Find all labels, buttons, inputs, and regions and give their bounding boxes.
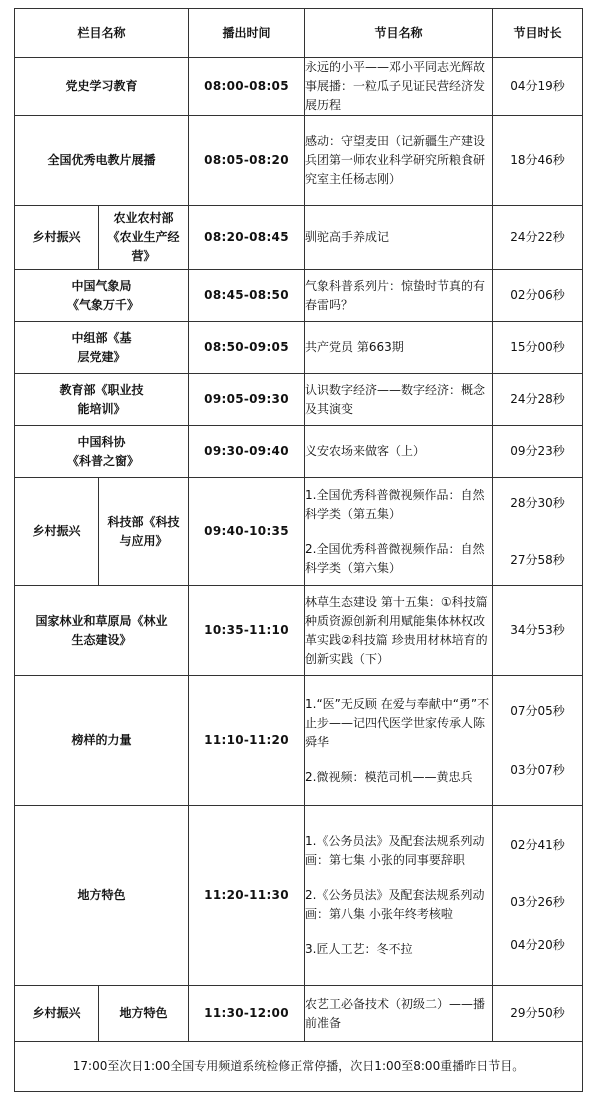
column-cell: 全国优秀电教片展播 [15, 116, 189, 206]
program-item: 1.全国优秀科普微视频作品：自然科学类（第五集） [305, 487, 485, 521]
duration-cell: 24分28秒 [493, 374, 583, 426]
time-cell: 08:00-08:05 [189, 58, 305, 116]
column-cell: 乡村振兴 [15, 986, 99, 1042]
header-column: 栏目名称 [15, 9, 189, 58]
duration-cell: 15分00秒 [493, 322, 583, 374]
column-cell: 乡村振兴 [15, 206, 99, 270]
sub-column-cell: 科技部《科技与应用》 [99, 478, 189, 586]
duration-cell [493, 676, 583, 806]
time-cell: 09:30-09:40 [189, 426, 305, 478]
program-cell: 义安农场来做客（上） [305, 426, 493, 478]
duration-cell: 09分23秒 [493, 426, 583, 478]
duration-cell: 34分53秒 [493, 586, 583, 676]
column-cell: 榜样的力量 [15, 676, 189, 806]
program-cell: 共产党员 第663期 [305, 322, 493, 374]
time-cell: 11:30-12:00 [189, 986, 305, 1042]
program-item: 2.微视频：模范司机——黄忠兵 [305, 769, 473, 784]
header-duration: 节目时长 [493, 9, 583, 58]
duration-cell: 18分46秒 [493, 116, 583, 206]
duration-cell: 02分06秒 [493, 270, 583, 322]
program-cell [305, 806, 493, 986]
time-cell: 10:35-11:10 [189, 586, 305, 676]
table-row [15, 58, 583, 116]
header-program: 节目名称 [305, 9, 493, 58]
column-cell: 中国科协《科普之窗》 [15, 426, 189, 478]
time-cell: 09:40-10:35 [189, 478, 305, 586]
program-cell: 驯驼高手养成记 [305, 206, 493, 270]
duration-item: 27分58秒 [510, 552, 565, 567]
program-cell: 认识数字经济——数字经济：概念及其演变 [305, 374, 493, 426]
table-row [15, 586, 583, 676]
table-row [15, 986, 583, 1042]
column-cell: 乡村振兴 [15, 478, 99, 586]
time-cell: 08:50-09:05 [189, 322, 305, 374]
duration-item: 04分20秒 [510, 938, 565, 952]
sub-column-cell: 地方特色 [99, 986, 189, 1042]
duration-item: 07分05秒 [510, 703, 565, 718]
column-cell: 国家林业和草原局《林业生态建设》 [15, 586, 189, 676]
table-row [15, 806, 583, 986]
duration-cell: 29分50秒 [493, 986, 583, 1042]
program-item: 1.“医”无反顾 在爱与奉献中“勇”不止步——记四代医学世家传承人陈舜华 [305, 696, 490, 749]
duration-item: 02分41秒 [510, 838, 565, 852]
sub-column-cell: 农业农村部《农业生产经营》 [99, 206, 189, 270]
table-row [15, 206, 583, 270]
program-cell: 农艺工必备技术（初级二）——播前准备 [305, 986, 493, 1042]
program-item: 2.全国优秀科普微视频作品：自然科学类（第六集） [305, 541, 485, 575]
time-cell: 08:45-08:50 [189, 270, 305, 322]
header-row [15, 9, 583, 58]
duration-item: 03分26秒 [510, 895, 565, 909]
program-item: 3.匠人工艺：冬不拉 [305, 942, 413, 956]
program-cell: 林草生态建设 第十五集：①科技篇 种质资源创新利用赋能集体林权改革实践②科技篇 珍贵用材林培育的创新实践（下） [305, 586, 493, 676]
column-cell: 教育部《职业技能培训》 [15, 374, 189, 426]
column-cell: 中组部《基层党建》 [15, 322, 189, 374]
time-cell: 08:20-08:45 [189, 206, 305, 270]
duration-cell [493, 806, 583, 986]
header-time: 播出时间 [189, 9, 305, 58]
table-row [15, 270, 583, 322]
time-cell: 11:20-11:30 [189, 806, 305, 986]
program-item: 2.《公务员法》及配套法规系列动画：第八集 小张年终考核啦 [305, 888, 485, 921]
program-cell [305, 478, 493, 586]
table-row [15, 478, 583, 586]
duration-cell: 04分19秒 [493, 58, 583, 116]
footer-row [15, 1042, 583, 1092]
table-row [15, 374, 583, 426]
time-cell: 09:05-09:30 [189, 374, 305, 426]
table-row [15, 676, 583, 806]
table-row [15, 322, 583, 374]
table-row [15, 426, 583, 478]
program-item: 1.《公务员法》及配套法规系列动画：第七集 小张的同事要辞职 [305, 834, 485, 867]
duration-item: 03分07秒 [510, 762, 565, 777]
column-cell: 党史学习教育 [15, 58, 189, 116]
time-cell: 11:10-11:20 [189, 676, 305, 806]
program-cell [305, 676, 493, 806]
program-cell: 永远的小平——邓小平同志光辉故事展播：一粒瓜子见证民营经济发展历程 [305, 58, 493, 116]
program-cell: 气象科普系列片：惊蛰时节真的有春雷吗？ [305, 270, 493, 322]
program-cell: 感动：守望麦田（记新疆生产建设兵团第一师农业科学研究所粮食研究室主任杨志刚） [305, 116, 493, 206]
column-cell: 地方特色 [15, 806, 189, 986]
table-row [15, 116, 583, 206]
duration-item: 28分30秒 [510, 495, 565, 510]
footer-note: 17:00至次日1:00全国专用频道系统检修正常停播，次日1:00至8:00重播昨日节目。 [15, 1042, 583, 1092]
column-cell: 中国气象局《气象万千》 [15, 270, 189, 322]
schedule-table [14, 8, 583, 1092]
time-cell: 08:05-08:20 [189, 116, 305, 206]
duration-cell: 24分22秒 [493, 206, 583, 270]
duration-cell [493, 478, 583, 586]
